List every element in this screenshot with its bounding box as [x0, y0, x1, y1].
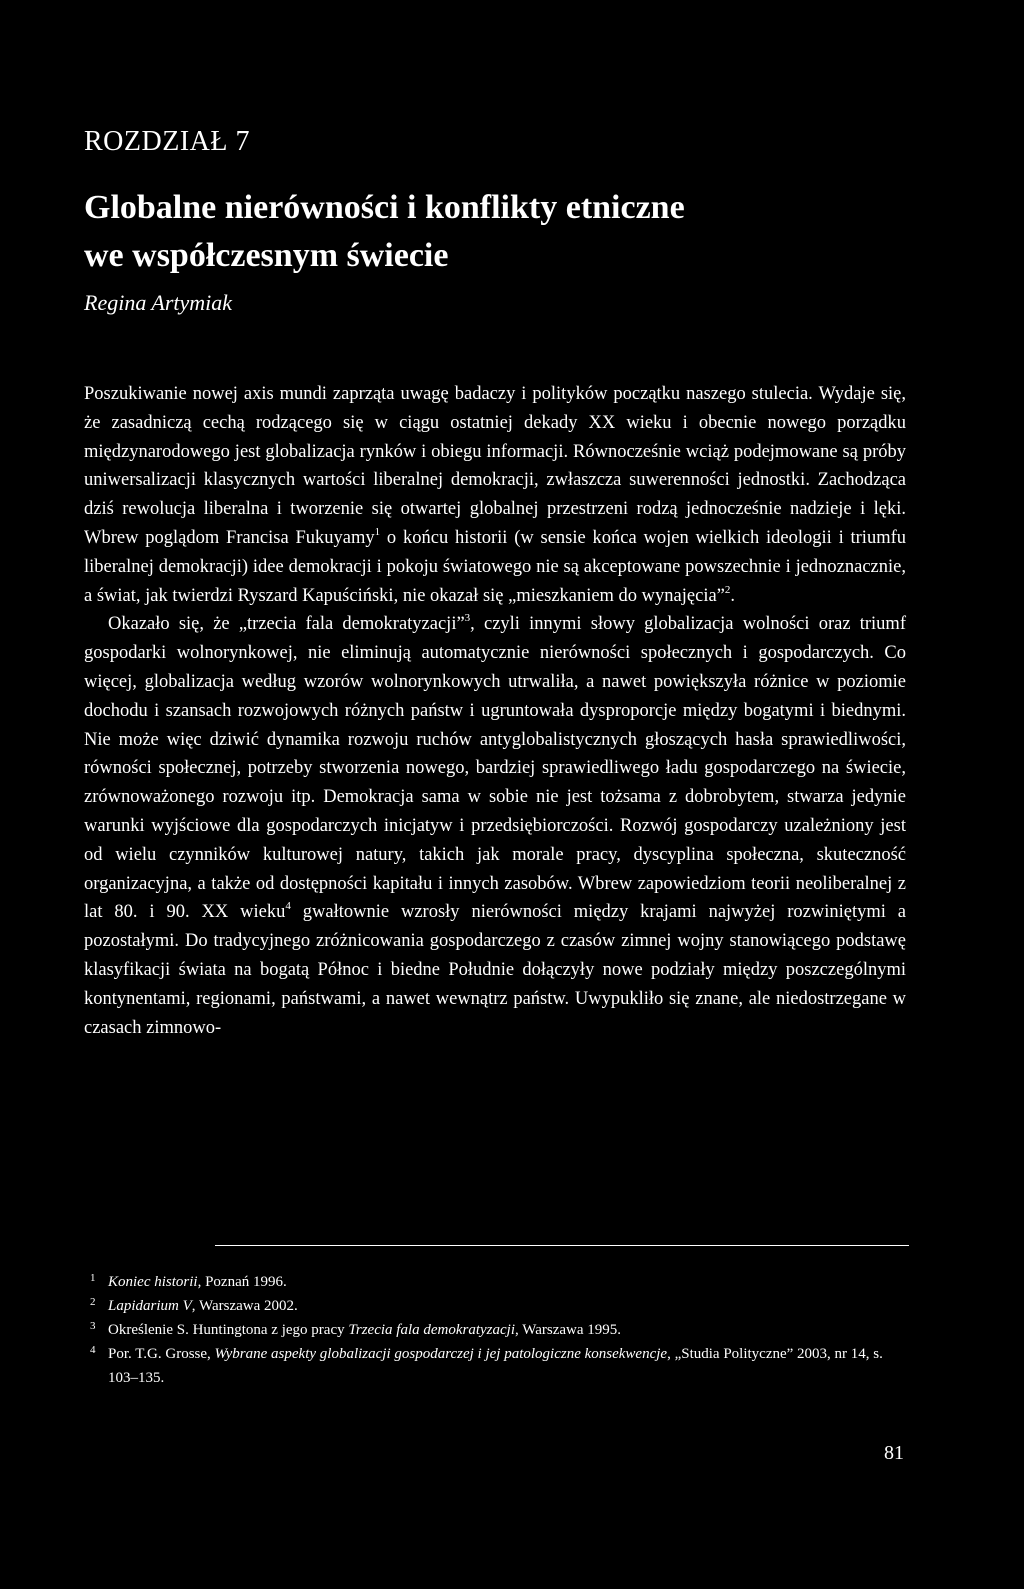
paragraph-2-text-a: Okazało się, że „trzecia fala demokratyzacji”	[108, 614, 465, 635]
footnote-text-rest: , Warszawa 2002.	[191, 1298, 298, 1314]
title-line-1: Globalne nierówności i konflikty etniczne	[84, 189, 685, 226]
paragraph-1-text-c: .	[730, 585, 736, 606]
footnote-text-pre: Określenie S. Huntingtona z jego pracy	[108, 1322, 349, 1338]
footnote-title: Wybrane aspekty globalizacji gospodarczej i jej patologiczne konsekwencje	[214, 1346, 668, 1362]
footnote-number: 3	[90, 1320, 96, 1332]
page-number: 81	[884, 1442, 904, 1464]
footnotes	[84, 1270, 906, 1390]
footnote-ref-4: 4	[285, 900, 291, 913]
footnote-title: Trzecia fala demokratyzacji	[348, 1322, 516, 1338]
paragraph-2-text-b: , czyli innymi słowy globalizacja wolności oraz triumf gospodarki wolnorynkowej, nie eliminują automatycznie nierówności społecznych i gospodarczych. Co więcej, globalizacja według wzorów wolnorynkowych utrwaliła, a nawet powiększyła różnice w poziomie dochodu i szansach rozwojowych różnych państw i ugruntowała dysproporcje między bogatymi i biednymi. Nie może więc dziwić dynamika rozwoju ruchów antyglobalistycznych głoszących hasła sprawiedliwości, równości społecznej, potrzeby stworzenia nowego, bardziej sprawiedliwego ładu gospodarczego na świecie, zrównoważonego rozwoju itp. Demokracja sama w sobie nie jest tożsama z dobrobytem, stwarza jedynie warunki wyjściowe dla gospodarczych inicjatyw i przedsiębiorczości. Rozwój gospodarczy uzależniony jest od wielu czynników kulturowej natury, takich jak morale pracy, dyscyplina społeczna, skuteczność organizacyjna, a także od dostępności kapitału i innych zasobów. Wbrew zapowiedziom teorii neoliberalnej z lat 80. i 90. XX wieku	[84, 614, 906, 923]
footnote-ref-2: 2	[724, 583, 731, 596]
paragraph-1-text-b: o końcu historii (w sensie końca wojen wielkich ideologii i triumfu liberalnej demokracji) idee demokracji i pokoju światowego nie są akceptowane powszechnie i jednoznacznie, a świat, jak twierdzi Ryszard Kapuściński, nie okazał się „mieszkaniem do wynajęcia”	[84, 527, 906, 606]
chapter-label: ROZDZIAŁ 7	[84, 126, 250, 157]
footnote-text-rest: , Warszawa 1995.	[515, 1322, 621, 1338]
footnote-number: 1	[90, 1272, 96, 1284]
body-text	[84, 380, 906, 1042]
footnote-text-pre: Por. T.G. Grosse,	[108, 1346, 215, 1362]
paragraph-1	[84, 380, 906, 610]
paragraph-2	[84, 610, 906, 1042]
footnote-ref-1: 1	[374, 525, 381, 538]
title-line-2: we współczesnym świecie	[84, 237, 449, 274]
footnote-title: Koniec historii	[108, 1274, 198, 1290]
footnote-divider	[215, 1245, 909, 1246]
paragraph-2-text-c: gwałtownie wzrosły nierówności między krajami najwyżej rozwiniętymi a pozostałymi. Do tradycyjnego zróżnicowania gospodarczego z czasów zimnej wojny stanowiącego podstawę klasyfikacji świata na bogatą Północ i biedne Południe dołączyły nowe podziały między poszczególnymi kontynentami, regionami, państwami, a nawet wewnątrz państw. Uwypukliło się znane, ale niedostrzegane w czasach zimnowo-	[84, 902, 907, 1038]
footnote-number: 2	[90, 1296, 96, 1308]
paragraph-1-text-a: Poszukiwanie nowej axis mundi zaprząta uwagę badaczy i polityków początku naszego stulecia. Wydaje się, że zasadniczą cechą rodzącego się w ciągu ostatniej dekady XX wieku i obecnie nowego porządku międzynarodowego jest globalizacja rynków i obiegu informacji. Równocześnie wciąż podejmowane są próby uniwersalizacji klasycznych wartości liberalnej demokracji, zwłaszcza suwerenności jednostki. Zachodząca dziś rewolucja liberalna i tworzenie się otwartej globalnej przestrzeni rodzą jednocześnie nadzieje i lęki. Wbrew poglądom Francisa Fukuyamy	[84, 384, 906, 548]
author-name: Regina Artymiak	[84, 290, 233, 315]
footnote-text-rest: , „Studia Polityczne” 2003, nr 14, s. 103–135.	[108, 1346, 883, 1386]
footnote-1	[84, 1270, 906, 1294]
footnote-title: Lapidarium V	[108, 1298, 192, 1314]
footnote-4	[84, 1342, 906, 1390]
footnote-3	[84, 1318, 906, 1342]
footnote-2	[84, 1294, 906, 1318]
footnote-text-rest: , Poznań 1996.	[197, 1274, 287, 1290]
footnote-ref-3: 3	[464, 612, 471, 625]
chapter-title	[84, 184, 944, 280]
footnote-number: 4	[90, 1344, 96, 1356]
